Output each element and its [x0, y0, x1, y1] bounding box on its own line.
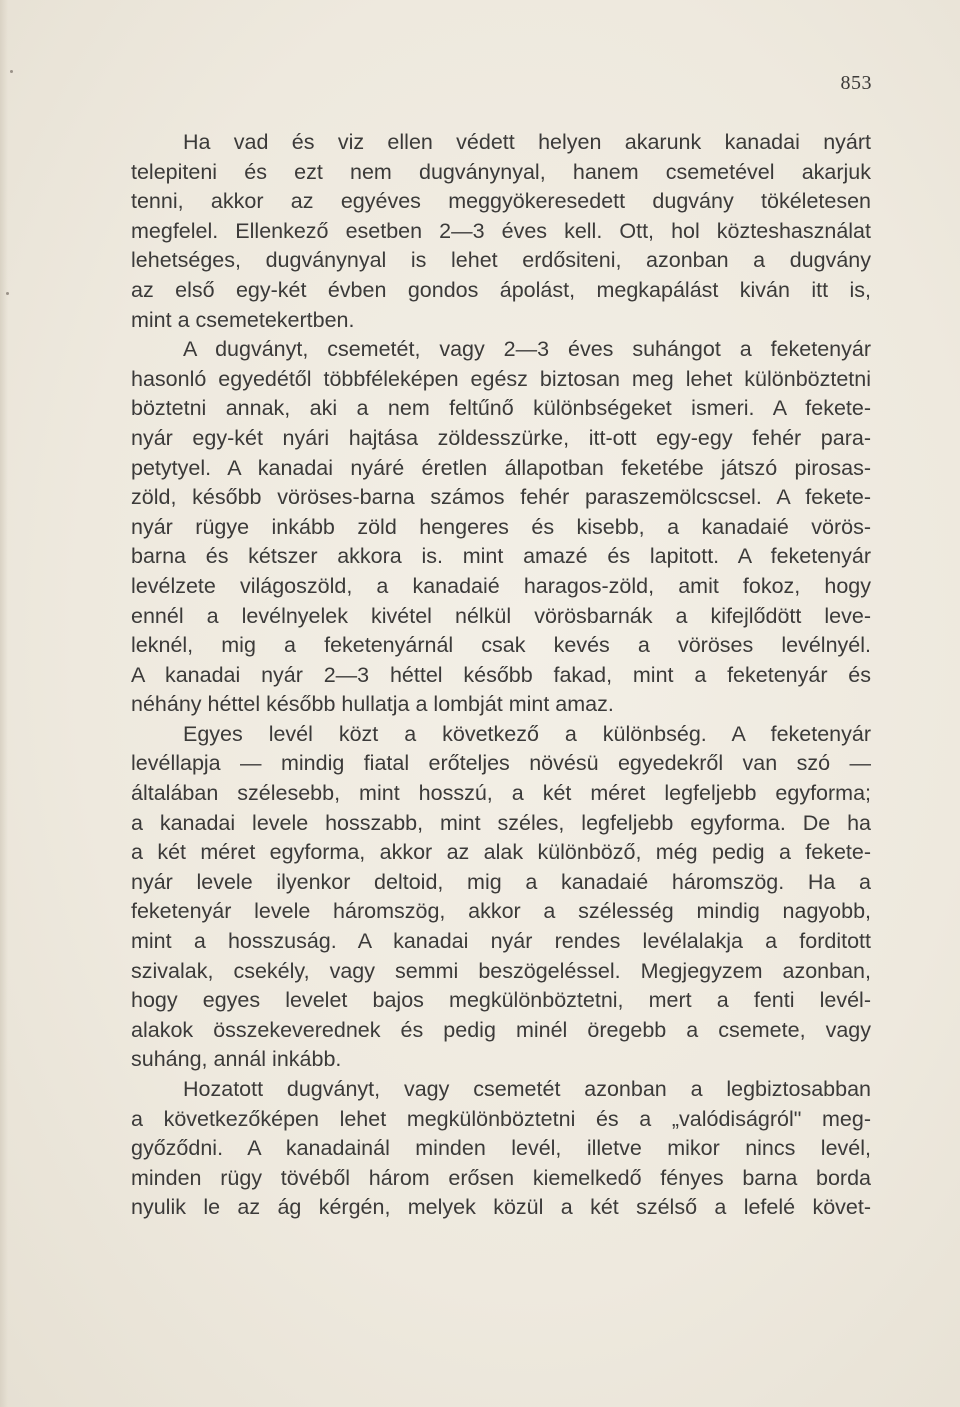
text-line: mint a csemetekertben. [131, 307, 355, 332]
text-line: Ha vad és viz ellen védett helyen akarunk kanadai nyárt [183, 130, 871, 154]
text-line: a két méret egyforma, akkor az alak különböző, még pedig a fekete- [131, 840, 871, 865]
text-line: böztetni annak, aki a nem feltűnő különbségeket ismeri. A fekete- [131, 396, 871, 421]
text-line: mint a hosszuság. A kanadai nyár rendes levélalakja a forditott [131, 929, 871, 954]
text-line: szivalak, csekély, vagy semmi beszögeléssel. Megjegyzem azonban, [131, 958, 871, 983]
text-line: zöld, később vöröses-barna számos fehér paraszemölcscsel. A fekete- [131, 485, 871, 510]
text-line: suháng, annál inkább. [131, 1047, 342, 1072]
text-line: A kanadai nyár 2—3 héttel később fakad, mint a feketenyár és [131, 662, 871, 687]
paragraph-2 [131, 335, 871, 720]
paper-speck [6, 292, 9, 295]
text-line: a következőképen lehet megkülönböztetni és a „valódiságról" meg- [131, 1106, 871, 1131]
text-line: A dugványt, csemetét, vagy 2—3 éves suhángot a feketenyár [183, 337, 871, 362]
text-line: a kanadai levele hosszabb, mint széles, legfeljebb egyforma. De ha [131, 810, 871, 835]
text-line: minden rügy tövéből három erősen kiemelkedő fényes barna borda [131, 1165, 871, 1190]
text-line: levélzete világoszöld, a kanadaié haragos-zöld, amit fokoz, hogy [131, 573, 871, 598]
text-line: az első egy-két évben gondos ápolást, megkapálást kiván itt is, [131, 277, 871, 302]
paragraph-1 [131, 128, 871, 335]
text-line: barna és kétszer akkora is. mint amazé és lapitott. A feketenyár [131, 544, 871, 569]
text-line: nyár rügye inkább zöld hengeres és kisebb, a kanadaié vörös- [131, 514, 871, 539]
text-line: ennél a levélnyelek kivétel nélkül vörösbarnák a kifejlődött leve- [131, 603, 871, 628]
text-line: leknél, mig a feketenyárnál csak kevés a vöröses levélnyél. [131, 633, 871, 658]
text-line: nyulik le az ág kérgén, melyek közül a két szélső a lefelé követ- [131, 1195, 871, 1220]
text-line: néhány héttel később hullatja a lombját mint amaz. [131, 692, 614, 717]
text-line: Egyes levél közt a következő a különbség. A feketenyár [183, 721, 871, 746]
text-line: feketenyár levele háromszög, akkor a szélesség mindig nagyobb, [131, 899, 871, 924]
text-line: hasonló egyedétől többféleképen egész biztosan meg lehet különböztetni [131, 366, 871, 391]
body-text [131, 128, 871, 1223]
text-line: győződni. A kanadainál minden levél, illetve mikor nincs levél, [131, 1136, 871, 1161]
text-line: általában szélesebb, mint hosszú, a két méret legfeljebb egyforma; [131, 781, 871, 806]
text-line: Hozatott dugványt, vagy csemetét azonban a legbiztosabban [183, 1077, 871, 1101]
text-line: hogy egyes levelet bajos megkülönböztetni, mert a fenti levél- [131, 988, 871, 1013]
paragraph-4 [131, 1075, 871, 1223]
text-line: megfelel. Ellenkező esetben 2—3 éves kell. Ott, hol közteshasználat [131, 218, 871, 243]
text-line: telepiteni és ezt nem dugványnyal, hanem csemetével akarjuk [131, 159, 871, 184]
text-line: nyár levele ilyenkor deltoid, mig a kanadaié háromszög. Ha a [131, 869, 871, 894]
text-line: nyár egy-két nyári hajtása zöldesszürke, itt-ott egy-egy fehér para- [131, 425, 871, 450]
page-edge-shadow [0, 0, 8, 1407]
page-number: 853 [840, 72, 872, 94]
text-line: lehetséges, dugványnyal is lehet erdősiteni, azonban a dugvány [131, 248, 871, 273]
text-line: petytyel. A kanadai nyáré éretlen állapotban feketébe játszó pirosas- [131, 455, 871, 480]
text-line: levéllapja — mindig fiatal erőteljes növésü egyedekről van szó — [131, 751, 871, 776]
paper-speck [10, 70, 13, 73]
text-line: tenni, akkor az egyéves meggyökeresedett dugvány tökéletesen [131, 189, 871, 214]
paragraph-3 [131, 720, 871, 1075]
text-line: alakok összekeverednek és pedig minél öregebb a csemete, vagy [131, 1017, 871, 1042]
